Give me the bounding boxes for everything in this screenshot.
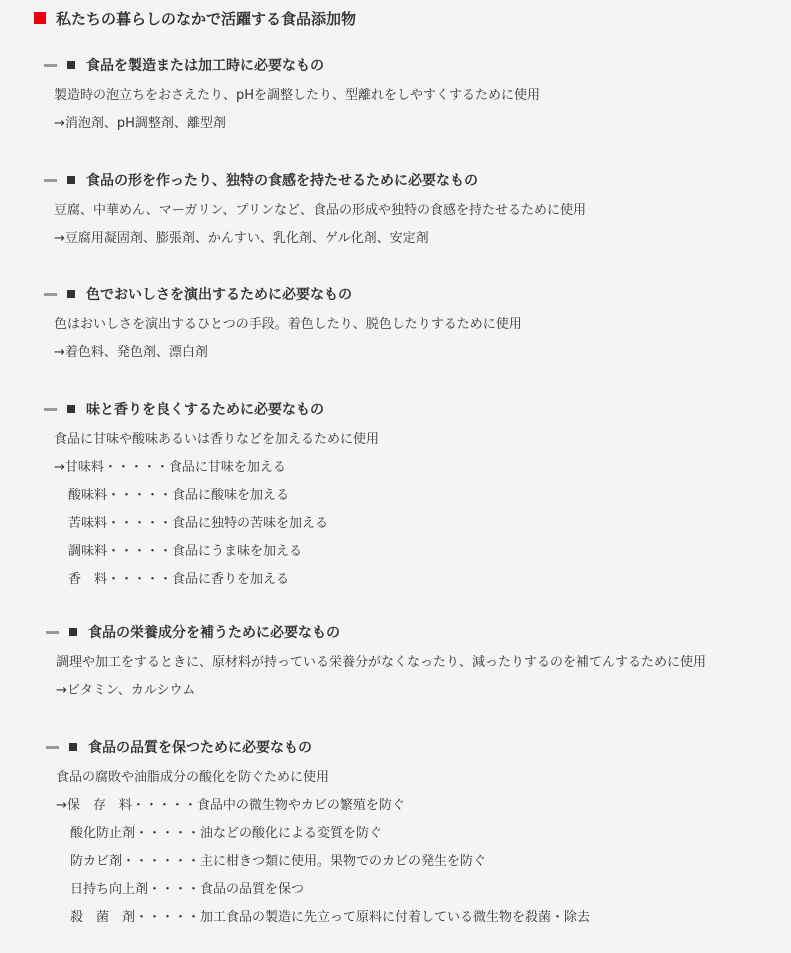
main-heading bbox=[34, 6, 356, 30]
section-texture bbox=[44, 169, 586, 253]
section-title: 食品を製造または加工時に必要なもの bbox=[86, 58, 324, 74]
black-square-icon bbox=[69, 628, 77, 636]
section-title: 食品の栄養成分を補うために必要なもの bbox=[88, 625, 340, 641]
section-header bbox=[46, 736, 590, 758]
additive-list-item: 苦味料・・・・・食品に独特の苦味を加える bbox=[68, 516, 329, 531]
additive-list-item: 防カビ剤・・・・・・主に柑きつ類に使用。果物でのカビの発生を防ぐ bbox=[70, 854, 487, 869]
additive-list-item: →消泡剤、pH調整剤、離型剤 bbox=[54, 116, 226, 131]
section-manufacturing bbox=[44, 54, 540, 138]
main-title: 私たちの暮らしのなかで活躍する食品添加物 bbox=[56, 9, 357, 28]
section-taste-aroma bbox=[44, 398, 379, 594]
dash-icon bbox=[46, 631, 59, 634]
section-description: 豆腐、中華めん、マーガリン、プリンなど、食品の形成や独特の食感を持たせるために使用 bbox=[54, 203, 586, 218]
section-header bbox=[46, 621, 706, 643]
section-color bbox=[44, 283, 522, 367]
section-title: 色でおいしさを演出するために必要なもの bbox=[86, 287, 352, 303]
additive-list-item: 酸化防止剤・・・・・油などの酸化による変質を防ぐ bbox=[70, 826, 383, 841]
section-quality bbox=[46, 736, 590, 932]
red-square-icon bbox=[34, 12, 46, 24]
section-description: 食品の腐敗や油脂成分の酸化を防ぐために使用 bbox=[56, 770, 330, 785]
additive-list-item: →豆腐用凝固剤、膨張剤、かんすい、乳化剤、ゲル化剤、安定剤 bbox=[54, 231, 429, 246]
additive-list-item: 日持ち向上剤・・・・食品の品質を保つ bbox=[70, 882, 305, 897]
black-square-icon bbox=[67, 405, 75, 413]
dash-icon bbox=[44, 408, 57, 411]
additive-list-item: →保 存 料・・・・・食品中の微生物やカビの繁殖を防ぐ bbox=[56, 798, 405, 813]
black-square-icon bbox=[67, 176, 75, 184]
dash-icon bbox=[44, 179, 57, 182]
dash-icon bbox=[44, 293, 57, 296]
additive-list-item: →着色料、発色剤、漂白剤 bbox=[54, 345, 208, 360]
section-header bbox=[44, 398, 379, 420]
section-description: 製造時の泡立ちをおさえたり、pHを調整したり、型離れをしやすくするために使用 bbox=[54, 88, 541, 103]
black-square-icon bbox=[69, 743, 77, 751]
dash-icon bbox=[46, 746, 59, 749]
section-title: 食品の形を作ったり、独特の食感を持たせるために必要なもの bbox=[86, 173, 478, 189]
additive-list-item: 調味料・・・・・食品にうま味を加える bbox=[68, 544, 303, 559]
black-square-icon bbox=[67, 61, 75, 69]
section-description: 食品に甘味や酸味あるいは香りなどを加えるために使用 bbox=[54, 432, 380, 447]
section-header bbox=[44, 169, 586, 191]
section-description: 色はおいしさを演出するひとつの手段。着色したり、脱色したりするために使用 bbox=[54, 317, 522, 332]
additive-list-item: 殺 菌 剤・・・・・加工食品の製造に先立って原料に付着している微生物を殺菌・除去 bbox=[70, 910, 591, 925]
additive-list-item: →甘味料・・・・・食品に甘味を加える bbox=[54, 460, 286, 475]
additive-list-item: →ビタミン、カルシウム bbox=[56, 683, 196, 698]
section-header bbox=[44, 54, 540, 76]
section-title: 味と香りを良くするために必要なもの bbox=[86, 402, 324, 418]
section-description: 調理や加工をするときに、原材料が持っている栄養分がなくなったり、減ったりするのを補てんするために使用 bbox=[56, 655, 707, 670]
section-title: 食品の品質を保つために必要なもの bbox=[88, 740, 312, 756]
section-header bbox=[44, 283, 522, 305]
section-nutrition bbox=[46, 621, 706, 705]
additive-list-item: 香 料・・・・・食品に香りを加える bbox=[68, 572, 290, 587]
black-square-icon bbox=[67, 290, 75, 298]
additive-list-item: 酸味料・・・・・食品に酸味を加える bbox=[68, 488, 290, 503]
dash-icon bbox=[44, 64, 57, 67]
